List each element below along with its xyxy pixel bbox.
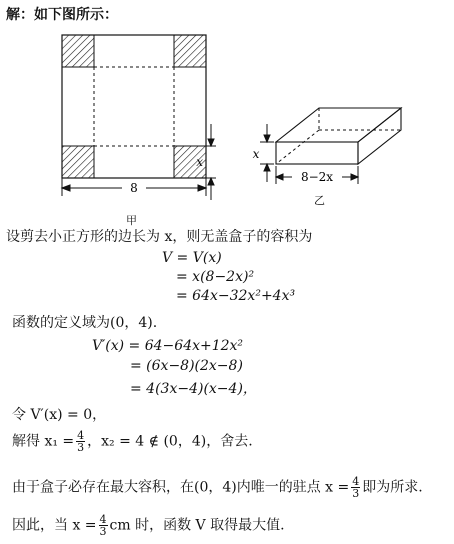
box-hidden-edges bbox=[276, 108, 401, 164]
figure-jia bbox=[40, 28, 230, 208]
box-height-dimension bbox=[260, 124, 274, 182]
corner-square-tr bbox=[174, 35, 206, 67]
derivative-eq-3: = 4(3x−4)(x−4)， bbox=[130, 381, 257, 397]
caption-jia: 甲 bbox=[126, 214, 137, 227]
solution-line-conclusion: 因此，当 x = $\frac{4}{3}$ cm 时，函数 V 取得最大值. bbox=[12, 513, 285, 538]
box-outline bbox=[276, 108, 401, 164]
figure-yi bbox=[246, 100, 416, 200]
box-width-label: 8−2x bbox=[300, 170, 334, 184]
solution-line-max-exists: 由于盒子必存在最大容积，在(0，4)内唯一的驻点 x = $\frac{4}{3}$ 即为所求. bbox=[12, 475, 423, 500]
fraction: $\frac{4}{3}$ bbox=[352, 475, 360, 500]
header-title: 解：如下图所示： bbox=[6, 7, 118, 23]
derivative-eq-2: = (6x−8)(2x−8) bbox=[130, 358, 243, 374]
solution-line-domain: 函数的定义域为(0，4). bbox=[12, 315, 158, 331]
volume-eq-1: V = V(x) bbox=[162, 250, 222, 266]
derivative-eq-1: V′(x) = 64−64x+12x² bbox=[92, 338, 244, 354]
volume-eq-3: = 64x−32x²+4x³ bbox=[176, 288, 296, 304]
corner-square-bl bbox=[62, 146, 94, 178]
corner-square-tl bbox=[62, 35, 94, 67]
fold-lines bbox=[94, 67, 174, 146]
caption-yi: 乙 bbox=[314, 194, 325, 207]
solution-line-set-zero: 令 V′(x) = 0， bbox=[12, 407, 107, 423]
fraction: $\frac{4}{3}$ bbox=[99, 513, 107, 538]
solution-line-roots: 解得 x₁ = $\frac{4}{3}$ ，x₂ = 4 ∉ (0，4)，舍去. bbox=[12, 429, 253, 454]
volume-eq-2: = x(8−2x)² bbox=[176, 269, 255, 285]
box-height-label: x bbox=[252, 147, 260, 161]
width-label: 8 bbox=[130, 181, 138, 195]
fraction: $\frac{4}{3}$ bbox=[77, 429, 85, 454]
height-label: x bbox=[196, 155, 203, 169]
solution-line-1: 设剪去小正方形的边长为 x，则无盖盒子的容积为 bbox=[6, 229, 313, 245]
height-dimension bbox=[206, 124, 216, 200]
